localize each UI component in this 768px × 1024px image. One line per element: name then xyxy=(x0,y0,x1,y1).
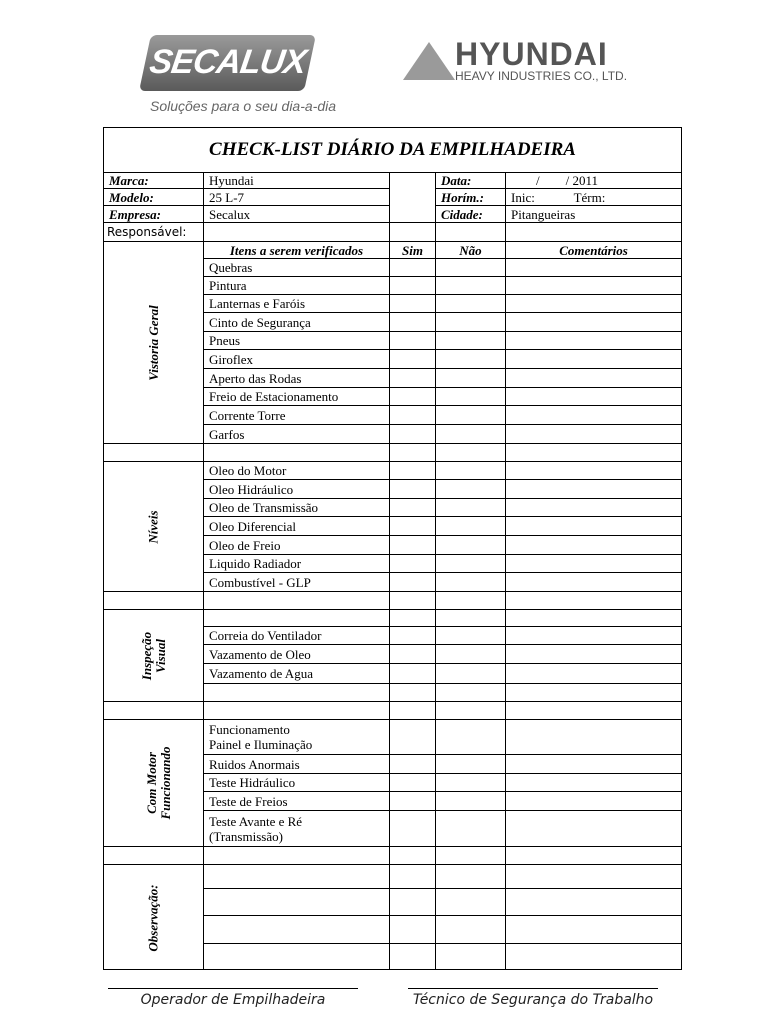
blank-cell xyxy=(104,444,204,462)
sim-checkbox-cell[interactable] xyxy=(390,295,436,313)
item-label: Teste Hidráulico xyxy=(204,774,390,792)
item-label xyxy=(204,889,390,916)
checklist-row xyxy=(104,462,682,480)
section-title: Vistoria Geral xyxy=(145,305,161,381)
marca-value[interactable]: Hyundai xyxy=(204,173,390,189)
blank-cell xyxy=(436,444,506,462)
item-label: Cinto de Segurança xyxy=(204,313,390,332)
nao-checkbox-cell[interactable] xyxy=(436,462,506,480)
comentarios-cell[interactable] xyxy=(506,627,682,645)
sim-checkbox-cell[interactable] xyxy=(390,573,436,592)
item-label: Giroflex xyxy=(204,350,390,369)
comentarios-cell[interactable] xyxy=(506,369,682,388)
blank-cell xyxy=(390,592,436,610)
comentarios-cell[interactable] xyxy=(506,462,682,480)
section-title: Inspeção Visual xyxy=(138,631,168,680)
blank-cell xyxy=(436,847,506,865)
comentarios-cell[interactable] xyxy=(506,480,682,499)
item-label: Vazamento de Oleo xyxy=(204,645,390,664)
form-title: CHECK-LIST DIÁRIO DA EMPILHADEIRA xyxy=(104,128,682,173)
blank-cell xyxy=(204,444,390,462)
item-label xyxy=(204,944,390,970)
nao-checkbox-cell[interactable] xyxy=(436,517,506,536)
section-title: Observação: xyxy=(145,883,161,952)
item-label: Liquido Radiador xyxy=(204,555,390,573)
sim-checkbox-cell[interactable] xyxy=(390,792,436,811)
sim-checkbox-cell[interactable] xyxy=(390,944,436,970)
comentarios-cell[interactable] xyxy=(506,774,682,792)
column-header-itens: Itens a serem verificados xyxy=(204,242,390,259)
signature-operador: Operador de Empilhadeira xyxy=(108,988,358,1008)
nao-checkbox-cell[interactable] xyxy=(436,277,506,295)
sim-checkbox-cell[interactable] xyxy=(390,313,436,332)
sim-checkbox-cell[interactable] xyxy=(390,462,436,480)
sim-checkbox-cell[interactable] xyxy=(390,259,436,277)
nao-checkbox-cell[interactable] xyxy=(436,313,506,332)
comentarios-cell[interactable] xyxy=(506,610,682,627)
column-header-nao: Não xyxy=(436,242,506,259)
checklist-table xyxy=(103,127,682,970)
comentarios-cell[interactable] xyxy=(506,573,682,592)
blank-cell xyxy=(436,592,506,610)
empresa-value[interactable]: Secalux xyxy=(204,206,390,223)
cidade-value[interactable]: Pitangueiras xyxy=(506,206,682,223)
secalux-logo-text: SECALUX xyxy=(147,43,309,81)
comentarios-cell[interactable] xyxy=(506,555,682,573)
item-label: Correia do Ventilador xyxy=(204,627,390,645)
comentarios-cell[interactable] xyxy=(506,865,682,889)
blank-cell xyxy=(390,223,436,242)
item-label: Teste de Freios xyxy=(204,792,390,811)
separator-row xyxy=(104,592,682,610)
comentarios-cell[interactable] xyxy=(506,259,682,277)
checklist-row xyxy=(104,610,682,627)
nao-checkbox-cell[interactable] xyxy=(436,755,506,774)
nao-checkbox-cell[interactable] xyxy=(436,865,506,889)
sim-checkbox-cell[interactable] xyxy=(390,536,436,555)
comentarios-cell[interactable] xyxy=(506,916,682,944)
blank-cell xyxy=(204,702,390,720)
comentarios-cell[interactable] xyxy=(506,406,682,425)
item-label: Teste Avante e Ré (Transmissão) xyxy=(204,811,390,847)
nao-checkbox-cell[interactable] xyxy=(436,295,506,313)
sim-checkbox-cell[interactable] xyxy=(390,517,436,536)
section-label xyxy=(104,462,204,592)
sim-checkbox-cell[interactable] xyxy=(390,499,436,517)
nao-checkbox-cell[interactable] xyxy=(436,774,506,792)
sim-checkbox-cell[interactable] xyxy=(390,425,436,444)
sim-checkbox-cell[interactable] xyxy=(390,388,436,406)
item-label: Ruidos Anormais xyxy=(204,755,390,774)
sim-checkbox-cell[interactable] xyxy=(390,277,436,295)
data-label: Data: xyxy=(436,173,506,189)
item-label: Quebras xyxy=(204,259,390,277)
item-label: Combustível - GLP xyxy=(204,573,390,592)
sim-checkbox-cell[interactable] xyxy=(390,774,436,792)
sim-checkbox-cell[interactable] xyxy=(390,369,436,388)
item-label: Lanternas e Faróis xyxy=(204,295,390,313)
horimetro-value[interactable]: Inic: Térm: xyxy=(506,189,682,206)
modelo-label: Modelo: xyxy=(104,189,204,206)
separator-row xyxy=(104,702,682,720)
checklist-row xyxy=(104,242,682,259)
separator-row xyxy=(104,444,682,462)
nao-checkbox-cell[interactable] xyxy=(436,369,506,388)
marca-label: Marca: xyxy=(104,173,204,189)
blank-cell xyxy=(390,702,436,720)
nao-checkbox-cell[interactable] xyxy=(436,555,506,573)
item-label: Oleo de Transmissão xyxy=(204,499,390,517)
blank-cell xyxy=(390,444,436,462)
section-label xyxy=(104,610,204,702)
comentarios-cell[interactable] xyxy=(506,350,682,369)
separator-row xyxy=(104,847,682,865)
sim-checkbox-cell[interactable] xyxy=(390,645,436,664)
nao-checkbox-cell[interactable] xyxy=(436,627,506,645)
item-label: Funcionamento Painel e Iluminação xyxy=(204,720,390,755)
nao-checkbox-cell[interactable] xyxy=(436,645,506,664)
item-label: Garfos xyxy=(204,425,390,444)
secalux-slogan: Soluções para o seu dia-a-dia xyxy=(150,98,337,114)
blank-cell xyxy=(104,847,204,865)
modelo-value[interactable]: 25 L-7 xyxy=(204,189,390,206)
checklist-row xyxy=(104,865,682,889)
horimetro-label: Horím.: xyxy=(436,189,506,206)
item-label: Oleo Hidráulico xyxy=(204,480,390,499)
item-label: Pintura xyxy=(204,277,390,295)
comentarios-cell[interactable] xyxy=(506,499,682,517)
hyundai-logo: HYUNDAI xyxy=(455,36,608,72)
nao-checkbox-cell[interactable] xyxy=(436,499,506,517)
comentarios-cell[interactable] xyxy=(506,277,682,295)
item-label: Oleo do Motor xyxy=(204,462,390,480)
sim-checkbox-cell[interactable] xyxy=(390,627,436,645)
item-label xyxy=(204,916,390,944)
sim-checkbox-cell[interactable] xyxy=(390,916,436,944)
comentarios-cell[interactable] xyxy=(506,295,682,313)
item-label: Oleo Diferencial xyxy=(204,517,390,536)
comentarios-cell[interactable] xyxy=(506,792,682,811)
nao-checkbox-cell[interactable] xyxy=(436,664,506,684)
sim-checkbox-cell[interactable] xyxy=(390,350,436,369)
comentarios-cell[interactable] xyxy=(506,517,682,536)
empresa-label: Empresa: xyxy=(104,206,204,223)
sim-checkbox-cell[interactable] xyxy=(390,610,436,627)
comentarios-cell[interactable] xyxy=(506,388,682,406)
section-label xyxy=(104,865,204,970)
sim-checkbox-cell[interactable] xyxy=(390,664,436,684)
item-label: Oleo de Freio xyxy=(204,536,390,555)
sim-checkbox-cell[interactable] xyxy=(390,684,436,702)
sim-checkbox-cell[interactable] xyxy=(390,811,436,847)
responsavel-value[interactable] xyxy=(204,223,390,242)
item-label xyxy=(204,865,390,889)
comentarios-cell[interactable] xyxy=(506,755,682,774)
nao-checkbox-cell[interactable] xyxy=(436,406,506,425)
sim-checkbox-cell[interactable] xyxy=(390,755,436,774)
blank-cell xyxy=(506,444,682,462)
signature-tecnico: Técnico de Segurança do Trabalho xyxy=(408,988,658,1008)
sim-checkbox-cell[interactable] xyxy=(390,889,436,916)
item-label xyxy=(204,610,390,627)
item-label xyxy=(204,684,390,702)
comentarios-cell[interactable] xyxy=(506,664,682,684)
blank-cell xyxy=(104,592,204,610)
sim-checkbox-cell[interactable] xyxy=(390,480,436,499)
column-header-comentarios: Comentários xyxy=(506,242,682,259)
item-label: Pneus xyxy=(204,332,390,350)
nao-checkbox-cell[interactable] xyxy=(436,388,506,406)
comentarios-cell[interactable] xyxy=(506,944,682,970)
nao-checkbox-cell[interactable] xyxy=(436,425,506,444)
comentarios-cell[interactable] xyxy=(506,536,682,555)
blank-cell xyxy=(204,592,390,610)
nao-checkbox-cell[interactable] xyxy=(436,889,506,916)
blank-cell xyxy=(390,847,436,865)
comentarios-cell[interactable] xyxy=(506,889,682,916)
nao-checkbox-cell[interactable] xyxy=(436,350,506,369)
nao-checkbox-cell[interactable] xyxy=(436,573,506,592)
cidade-label: Cidade: xyxy=(436,206,506,223)
blank-cell xyxy=(436,702,506,720)
comentarios-cell[interactable] xyxy=(506,811,682,847)
blank-cell xyxy=(506,847,682,865)
nao-checkbox-cell[interactable] xyxy=(436,792,506,811)
hyundai-triangle-icon xyxy=(403,42,455,80)
item-label: Freio de Estacionamento xyxy=(204,388,390,406)
blank-cell xyxy=(204,847,390,865)
sim-checkbox-cell[interactable] xyxy=(390,555,436,573)
comentarios-cell[interactable] xyxy=(506,684,682,702)
blank-cell xyxy=(436,223,506,242)
blank-cell xyxy=(506,592,682,610)
hyundai-logo-subtitle: HEAVY INDUSTRIES CO., LTD. xyxy=(455,69,628,83)
item-label: Aperto das Rodas xyxy=(204,369,390,388)
sim-checkbox-cell[interactable] xyxy=(390,865,436,889)
blank-cell xyxy=(390,173,436,223)
blank-cell xyxy=(104,702,204,720)
comentarios-cell[interactable] xyxy=(506,313,682,332)
nao-checkbox-cell[interactable] xyxy=(436,332,506,350)
nao-checkbox-cell[interactable] xyxy=(436,610,506,627)
nao-checkbox-cell[interactable] xyxy=(436,684,506,702)
sim-checkbox-cell[interactable] xyxy=(390,720,436,755)
column-header-sim: Sim xyxy=(390,242,436,259)
comentarios-cell[interactable] xyxy=(506,645,682,664)
responsavel-label: Responsável: xyxy=(104,223,204,242)
section-label xyxy=(104,720,204,847)
section-label xyxy=(104,242,204,444)
item-label: Vazamento de Agua xyxy=(204,664,390,684)
item-label: Corrente Torre xyxy=(204,406,390,425)
sim-checkbox-cell[interactable] xyxy=(390,332,436,350)
section-title: Níveis xyxy=(145,510,161,544)
blank-cell xyxy=(506,223,682,242)
nao-checkbox-cell[interactable] xyxy=(436,916,506,944)
nao-checkbox-cell[interactable] xyxy=(436,480,506,499)
section-title: Com Motor Funcionando xyxy=(144,746,173,820)
comentarios-cell[interactable] xyxy=(506,332,682,350)
nao-checkbox-cell[interactable] xyxy=(436,259,506,277)
nao-checkbox-cell[interactable] xyxy=(436,536,506,555)
nao-checkbox-cell[interactable] xyxy=(436,811,506,847)
nao-checkbox-cell[interactable] xyxy=(436,720,506,755)
data-value[interactable]: / / 2011 xyxy=(506,173,682,189)
comentarios-cell[interactable] xyxy=(506,425,682,444)
blank-cell xyxy=(506,702,682,720)
nao-checkbox-cell[interactable] xyxy=(436,944,506,970)
comentarios-cell[interactable] xyxy=(506,720,682,755)
secalux-logo xyxy=(139,35,316,91)
checklist-row xyxy=(104,720,682,755)
sim-checkbox-cell[interactable] xyxy=(390,406,436,425)
